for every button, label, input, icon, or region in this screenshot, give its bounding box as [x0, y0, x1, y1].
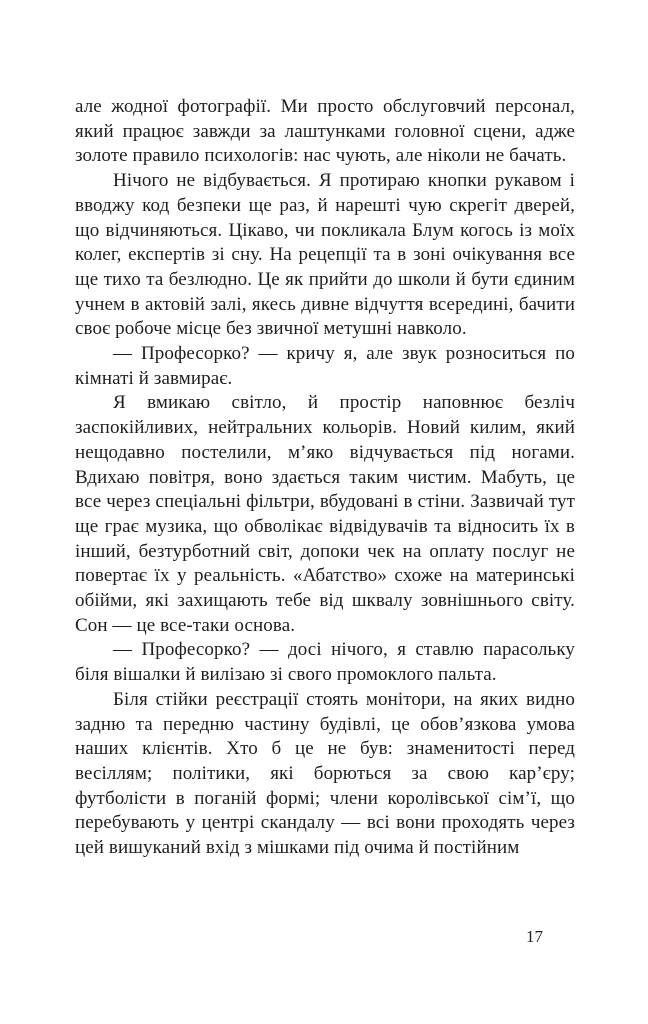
paragraph: — Професорко? — кричу я, але звук розноситься по кімнаті й завмирає. — [75, 343, 575, 389]
paragraph: але жодної фотографії. Ми просто обслуговчий персонал, який працює завжди за лаштунками головної сцени, адже золоте правило психологів: нас чують, але ніколи не бачать. — [75, 96, 575, 167]
paragraph: Біля стійки реєстрації стоять монітори, на яких видно задню та передню частину будівлі, це обов’язкова умова наших клієнтів. Хто б це не був: знаменитості перед весіллям; політики, які борються за свою кар’єру; футболісти в поганій формі; члени королівської сім’ї, що перебувають у центрі скандалу — всі вони проходять через цей вишуканий вхід з мішками під очима й постійним — [75, 688, 575, 859]
paragraph: — Професорко? — досі нічого, я ставлю парасольку біля вішалки й вилізаю зі свого промоклого пальта. — [75, 639, 575, 686]
page-number: 17 — [526, 927, 543, 946]
paragraph: Я вмикаю світло, й простір наповнює безліч заспокійливих, нейтральних кольорів. Новий килим, який нещодавно постелили, м’яко відчувається під ногами. Вдихаю повітря, воно здається таким чистим. Мабуть, це все через спеціальні фільтри, вбудовані в стіни. Зазвичай тут ще грає музика, що обволікає відвідувачів та відносить їх в інший, безтурботний світ, допоки чек на оплату послуг не повертає їх у реальність. «Абатство» схоже на материнські обійми, які захищають тебе від шквалу зовнішнього світу. Сон — це все-таки основа. — [75, 392, 575, 636]
paragraph: Нічого не відбувається. Я протираю кнопки рукавом і вводжу код безпеки ще раз, й нарешті чую скрегіт дверей, що відчиняються. Цікаво, чи покликала Блум когось із моїх колег, експертів зі сну. На рецепції та в зоні очікування все ще тихо та безлюдно. Це як прийти до школи й бути єдиним учнем в актовій залі, якесь дивне відчуття всередині, бачити своє робоче місце без звичної метушні навколо. — [75, 170, 575, 340]
text-block — [75, 95, 575, 861]
